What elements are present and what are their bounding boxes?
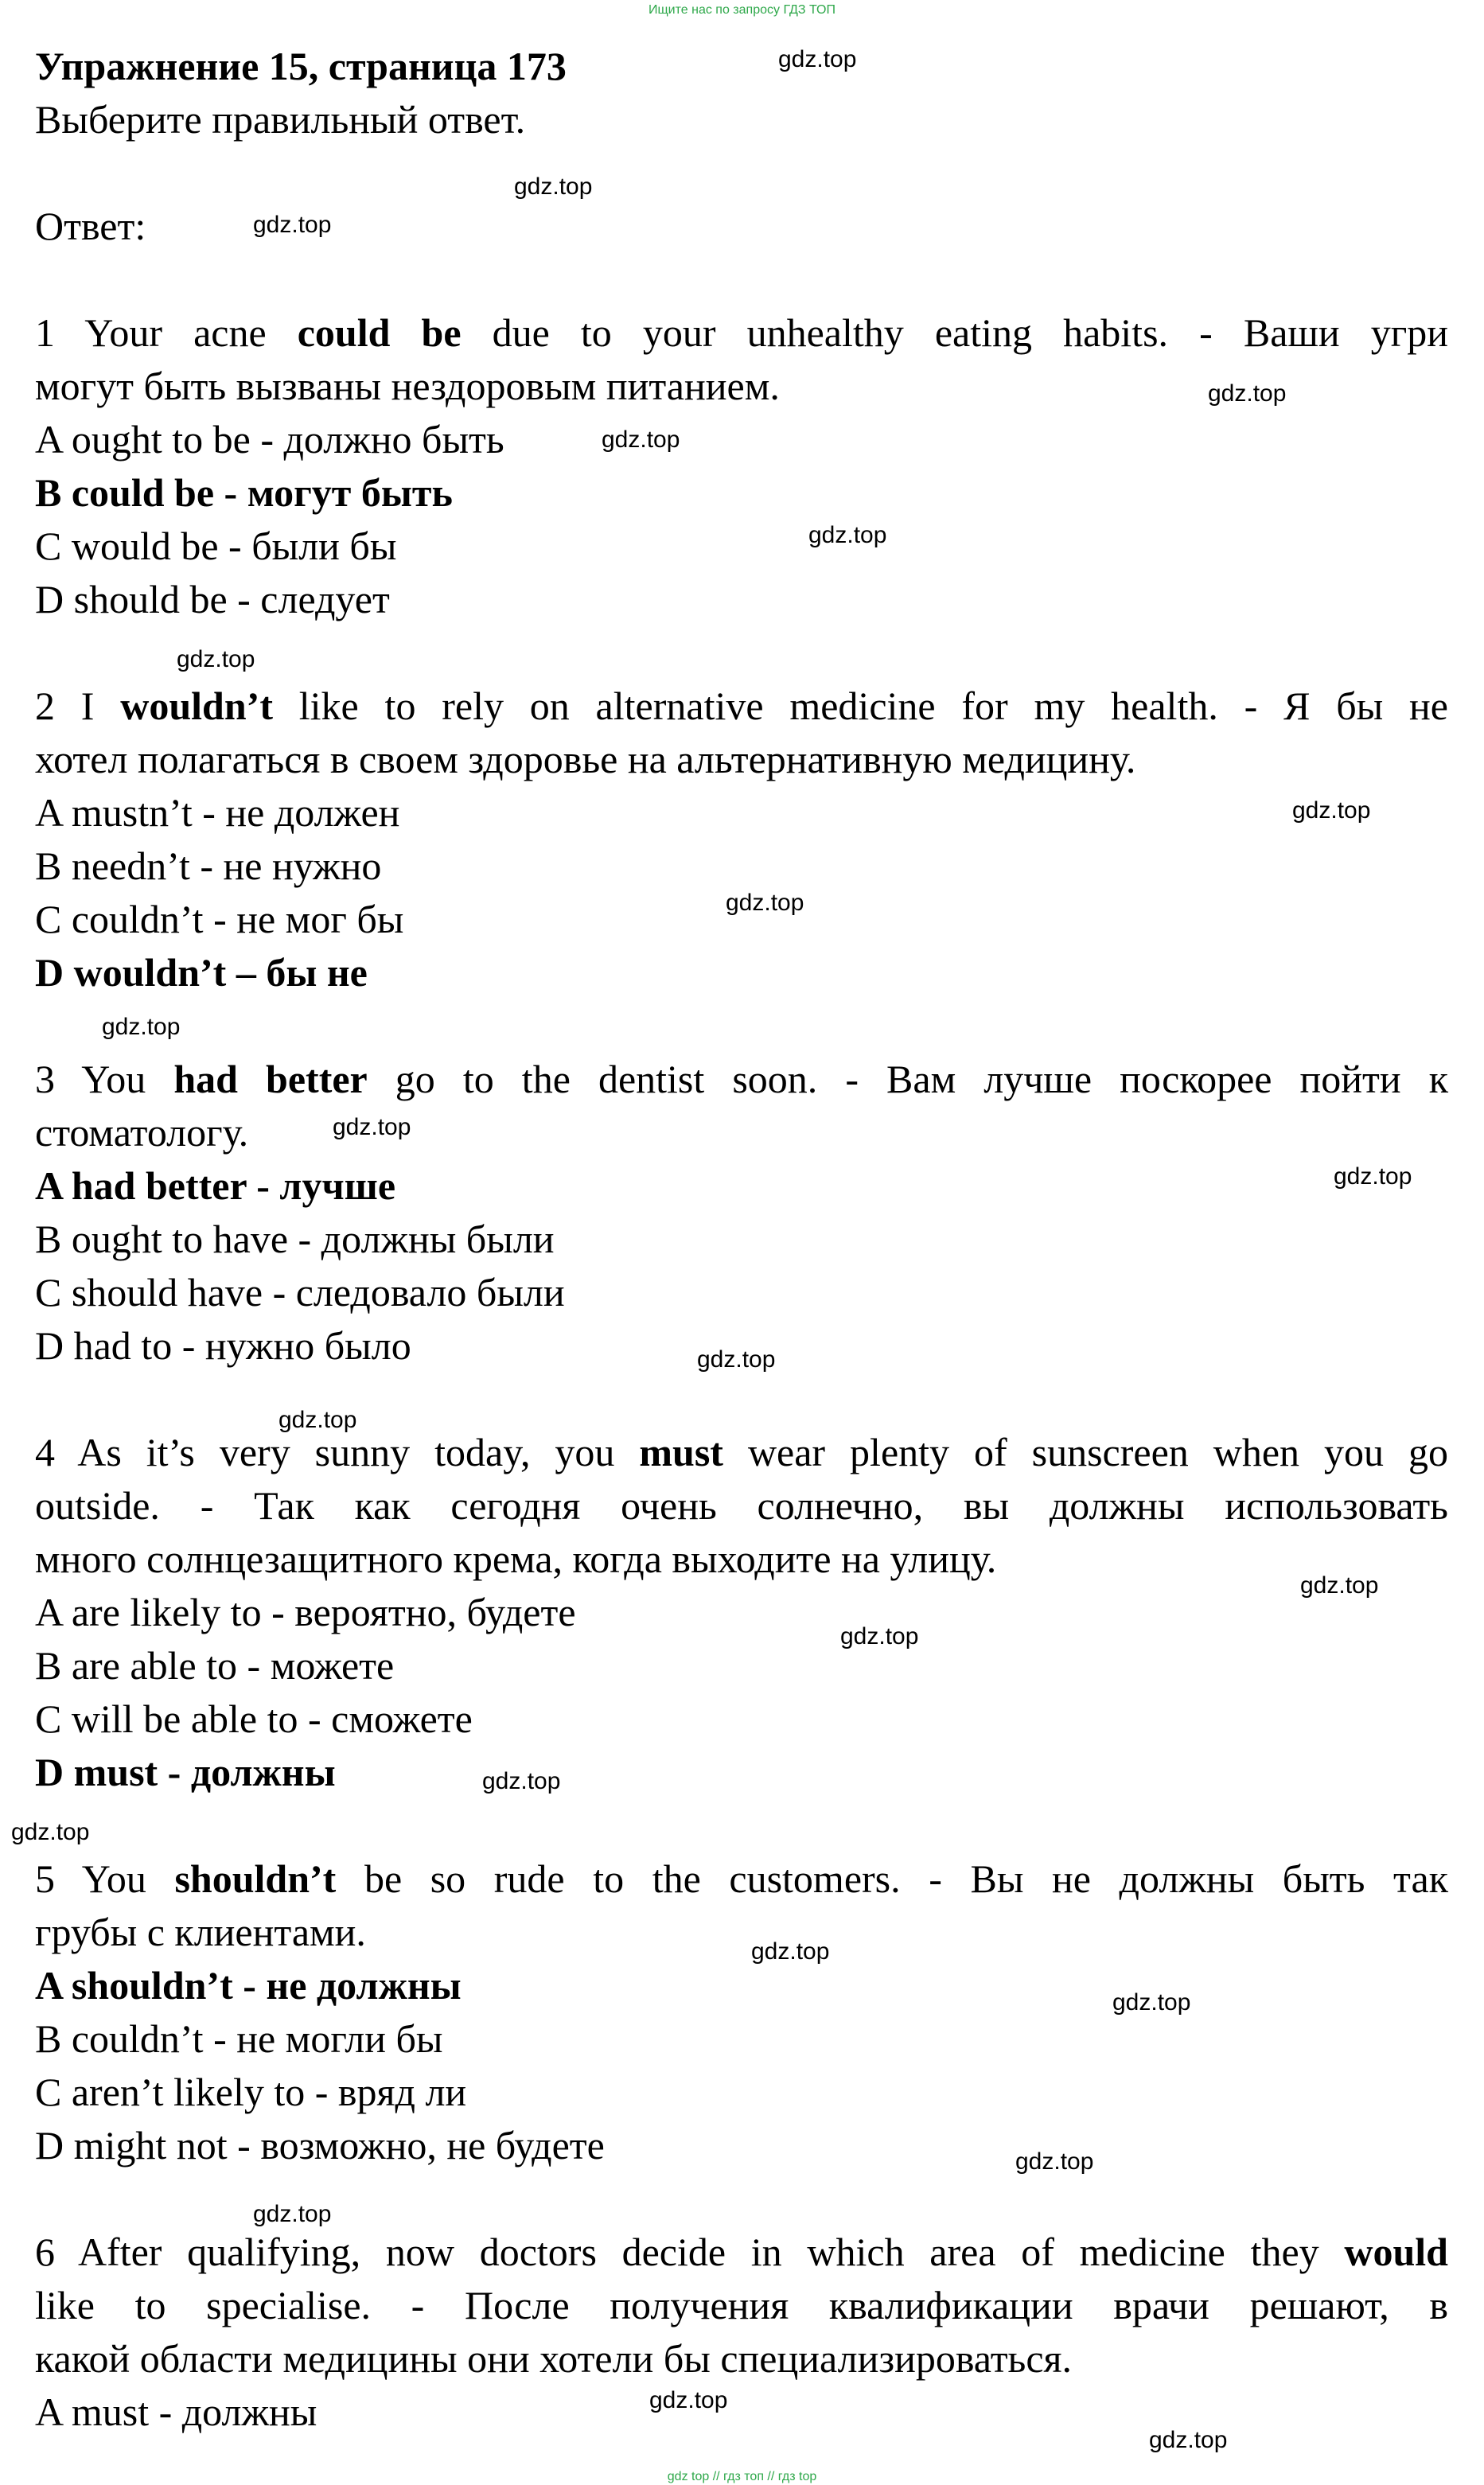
question-2-text: 2 I wouldn’t like to rely on alternative medicine for my health. - Я бы не: [35, 684, 1449, 728]
question-6-translation-2: какой области медицины они хотели бы специализироваться.: [35, 2336, 1073, 2381]
instruction-text: Выберите правильный ответ.: [35, 97, 526, 142]
option-5-c: C aren’t likely to - вряд ли: [35, 2070, 467, 2114]
option-2-d-correct: D wouldn’t – бы не: [35, 950, 368, 995]
watermark: gdz.top: [840, 1623, 919, 1650]
watermark: gdz.top: [726, 890, 804, 916]
answer-label: Ответ:: [35, 204, 146, 248]
option-2-b: B needn’t - не нужно: [35, 843, 382, 888]
question-3-text: 3 You had better go to the dentist soon. - Вам лучше поскорее пойти к: [35, 1057, 1448, 1101]
watermark: gdz.top: [514, 173, 593, 200]
option-5-d: D might not - возможно, не будете: [35, 2123, 605, 2168]
option-1-c: C would be - были бы: [35, 524, 397, 568]
question-1-text: 1 Your acne could be due to your unhealthy eating habits. - Ваши угри: [35, 310, 1448, 355]
option-4-d-correct: D must - должны: [35, 1750, 336, 1794]
option-3-d: D had to - нужно было: [35, 1323, 411, 1368]
option-3-b: B ought to have - должны были: [35, 1217, 555, 1261]
option-5-b: B couldn’t - не могли бы: [35, 2016, 443, 2061]
watermark: gdz.top: [751, 1938, 830, 1965]
watermark: gdz.top: [808, 522, 887, 548]
watermark: gdz.top: [697, 1346, 776, 1373]
watermark: gdz.top: [778, 46, 857, 72]
question-1-translation: могут быть вызваны нездоровым питанием.: [35, 364, 780, 408]
question-4-translation-1: outside. - Так как сегодня очень солнечно, вы должны использовать: [35, 1483, 1448, 1528]
page-title: Упражнение 15, страница 173: [35, 44, 567, 88]
watermark: gdz.top: [1015, 2148, 1094, 2175]
watermark: gdz.top: [278, 1407, 357, 1433]
footer: gdz top // гдз топ // гдз top: [667, 2470, 817, 2483]
watermark: gdz.top: [333, 1114, 411, 1140]
option-4-c: C will be able to - сможете: [35, 1696, 473, 1741]
watermark: gdz.top: [1149, 2427, 1228, 2453]
question-6-text: 6 After qualifying, now doctors decide in which area of medicine they would: [35, 2230, 1448, 2274]
question-5-translation: грубы с клиентами.: [35, 1910, 366, 1954]
option-1-d: D should be - следует: [35, 577, 390, 621]
watermark: gdz.top: [649, 2387, 728, 2413]
watermark: gdz.top: [253, 212, 332, 238]
option-5-a-correct: A shouldn’t - не должны: [35, 1963, 462, 2008]
watermark: gdz.top: [1300, 1572, 1379, 1599]
option-4-b: B are able to - можете: [35, 1643, 395, 1688]
option-3-c: C should have - следовало были: [35, 1270, 565, 1315]
option-2-a: A mustn’t - не должен: [35, 790, 400, 835]
question-5-text: 5 You shouldn’t be so rude to the customers. - Вы не должны быть так: [35, 1856, 1449, 1901]
question-4-text: 4 As it’s very sunny today, you must wear plenty of sunscreen when you go: [35, 1430, 1448, 1474]
watermark: gdz.top: [1112, 1989, 1191, 2016]
question-2-translation: хотел полагаться в своем здоровье на альтернативную медицину.: [35, 737, 1136, 781]
question-6-translation-1: like to specialise. - После получения квалификации врачи решают, в: [35, 2283, 1448, 2327]
watermark: gdz.top: [1292, 797, 1371, 824]
watermark: gdz.top: [1334, 1163, 1412, 1190]
option-6-a: A must - должны: [35, 2390, 317, 2434]
option-1-a: A ought to be - должно быть: [35, 417, 504, 462]
option-1-b-correct: B could be - могут быть: [35, 470, 453, 515]
top-banner: Ищите нас по запросу ГДЗ ТОП: [649, 3, 835, 17]
watermark: gdz.top: [253, 2201, 332, 2227]
watermark: gdz.top: [482, 1768, 561, 1794]
option-2-c: C couldn’t - не мог бы: [35, 897, 404, 941]
watermark: gdz.top: [102, 1014, 181, 1040]
question-4-translation-2: много солнцезащитного крема, когда выходите на улицу.: [35, 1537, 997, 1581]
option-3-a-correct: A had better - лучше: [35, 1163, 396, 1208]
watermark: gdz.top: [602, 427, 680, 453]
option-4-a: A are likely to - вероятно, будете: [35, 1590, 576, 1634]
watermark: gdz.top: [177, 646, 255, 672]
watermark: gdz.top: [11, 1819, 90, 1845]
question-3-translation: стоматологу.: [35, 1110, 249, 1155]
watermark: gdz.top: [1208, 380, 1287, 407]
